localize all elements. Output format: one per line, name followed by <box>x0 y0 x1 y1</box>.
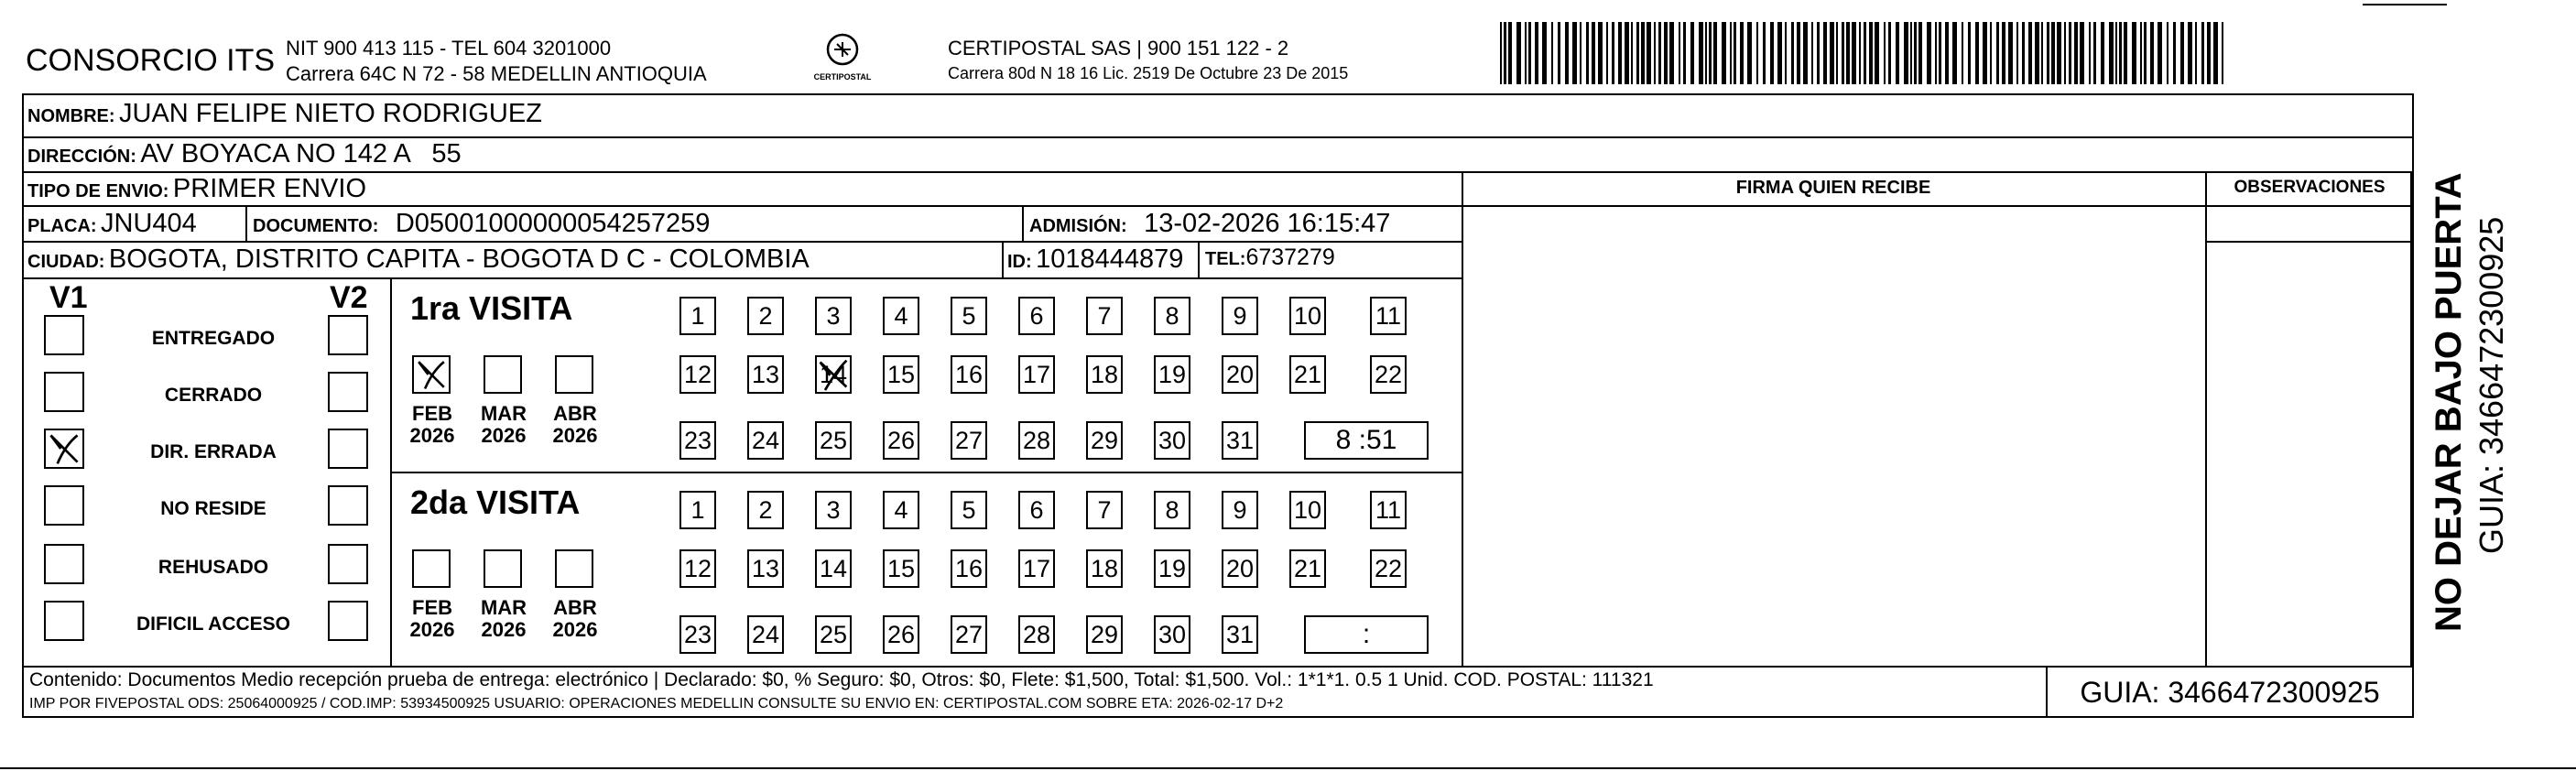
month-name: MAR <box>480 596 527 619</box>
month-label <box>476 597 531 641</box>
day-box[interactable]: 8 <box>1154 491 1190 529</box>
v1-header: V1 <box>49 280 88 315</box>
month-checkbox[interactable] <box>412 549 451 588</box>
barcode-bar <box>1631 22 1633 84</box>
company-nit: NIT 900 413 115 - TEL 604 3201000 <box>286 37 612 60</box>
barcode-bar <box>1730 22 1732 84</box>
day-box[interactable]: 23 <box>679 615 716 654</box>
tipo-label: TIPO DE ENVIO: <box>27 181 169 201</box>
barcode-bar <box>1910 22 1912 84</box>
courier-name: CERTIPOSTAL SAS | 900 151 122 - 2 <box>948 37 1289 60</box>
barcode-bar <box>2158 22 2162 84</box>
barcode-bar <box>2028 22 2032 84</box>
barcode-bar <box>1625 22 1629 84</box>
barcode-bar <box>1846 22 1850 84</box>
direccion-label: DIRECCIÓN: <box>27 147 136 167</box>
day-box[interactable]: 6 <box>1018 297 1055 335</box>
barcode-bar <box>2180 22 2184 84</box>
barcode-bar <box>1606 22 1608 84</box>
day-number: 14 <box>819 361 848 388</box>
barcode-bar <box>1836 22 1838 84</box>
barcode-bar <box>1508 22 1512 84</box>
day-box[interactable]: 28 <box>1018 615 1055 654</box>
barcode-bar <box>1864 22 1866 84</box>
barcode-bar <box>2132 22 2136 84</box>
barcode-bar <box>1565 22 1569 84</box>
barcode-bar <box>2047 22 2049 84</box>
barcode-bar <box>2140 22 2142 84</box>
ciudad-row <box>27 244 810 275</box>
month-name: ABR <box>553 596 597 619</box>
day-box[interactable]: 10 <box>1289 491 1326 529</box>
barcode-bar <box>1996 22 1999 84</box>
status-label: CERRADO <box>164 385 263 406</box>
v2-checkbox[interactable] <box>328 544 368 584</box>
v1-checkbox[interactable] <box>44 485 84 526</box>
day-box[interactable]: 14 <box>815 549 852 588</box>
barcode-bar <box>2093 22 2096 84</box>
month-year: 2026 <box>481 424 527 447</box>
day-box[interactable]: 19 <box>1154 355 1190 394</box>
v2-header: V2 <box>330 280 368 315</box>
barcode-bar <box>2041 22 2043 84</box>
day-box[interactable]: 6 <box>1018 491 1055 529</box>
barcode-bar <box>1542 22 1547 84</box>
month-name: ABR <box>553 402 597 425</box>
day-box[interactable]: 5 <box>951 297 987 335</box>
status-label: NO RESIDE <box>160 498 266 519</box>
day-box[interactable]: 3 <box>815 491 852 529</box>
barcode-bar <box>1983 22 1987 84</box>
barcode-bar <box>1525 22 1527 84</box>
tel-label: TEL: <box>1205 249 1246 269</box>
check-mark-icon <box>817 357 850 392</box>
barcode-bar <box>2016 22 2018 84</box>
nombre-value: JUAN FELIPE NIETO RODRIGUEZ <box>119 99 542 128</box>
month-year: 2026 <box>409 424 455 447</box>
barcode-bar <box>1618 22 1622 84</box>
barcode-bar <box>1904 22 1908 84</box>
barcode-bar <box>2144 22 2147 84</box>
status-label: DIFICIL ACCESO <box>136 614 290 635</box>
time-box[interactable]: : <box>1304 615 1429 654</box>
company-address: Carrera 64C N 72 - 58 MEDELLIN ANTIOQUIA <box>286 62 707 85</box>
barcode-bar <box>2173 22 2176 84</box>
barcode-bar <box>2109 22 2114 84</box>
day-box[interactable]: 25 <box>815 421 852 460</box>
day-box[interactable]: 11 <box>1370 297 1407 335</box>
day-box[interactable]: 30 <box>1154 421 1190 460</box>
barcode-bar <box>1888 22 1891 84</box>
barcode-bar <box>1968 22 1971 84</box>
barcode-bar <box>1528 22 1531 84</box>
tipo-value: PRIMER ENVIO <box>172 174 367 203</box>
time-box[interactable]: 8 :51 <box>1304 421 1429 460</box>
certipostal-logo-text: CERTIPOSTAL <box>813 72 872 81</box>
v1-checkbox[interactable] <box>44 601 84 641</box>
barcode-bar <box>1500 22 1502 84</box>
contenido-text: Contenido: Documentos Medio recepción prueba de entrega: electrónico | Declarado: $0, % Seguro: $0, Otros: $0, Flete: $1,500, Total: $1,500. Vol.: 1*1*1. 0.5 1 Unid. COD. POSTAL: 111321 <box>29 669 1654 690</box>
day-box[interactable]: 22 <box>1370 355 1407 394</box>
day-box[interactable]: 26 <box>883 615 919 654</box>
barcode-bar <box>1914 22 1917 84</box>
barcode-bar <box>1558 22 1560 84</box>
barcode-bar <box>1709 22 1712 84</box>
barcode-bar <box>1852 22 1856 84</box>
admision-value: 13-02-2026 16:15:47 <box>1144 209 1391 238</box>
day-box[interactable]: 18 <box>1086 355 1123 394</box>
day-box[interactable]: 17 <box>1018 355 1055 394</box>
day-box[interactable]: 16 <box>951 355 987 394</box>
day-box[interactable] <box>815 355 852 394</box>
status-label: ENTREGADO <box>151 328 276 349</box>
barcode-bar <box>1962 22 1963 84</box>
id-row <box>1007 244 1183 275</box>
barcode-bar <box>1990 22 1992 84</box>
day-box[interactable]: 7 <box>1086 491 1123 529</box>
barcode-bar <box>2101 22 2104 84</box>
day-box[interactable]: 20 <box>1222 549 1258 588</box>
status-label: DIR. ERRADA <box>150 441 277 462</box>
day-box[interactable]: 1 <box>679 297 716 335</box>
barcode-bar <box>1654 22 1656 84</box>
barcode-bar <box>1647 22 1651 84</box>
barcode-bar <box>2057 22 2061 84</box>
barcode-bar <box>2002 22 2005 84</box>
barcode-bar <box>1679 22 1680 84</box>
observaciones-header: OBSERVACIONES <box>2234 178 2386 197</box>
v2-checkbox[interactable] <box>328 315 368 355</box>
day-box[interactable]: 27 <box>951 421 987 460</box>
month-name: FEB <box>412 402 452 425</box>
barcode-bar <box>1935 22 1937 84</box>
barcode-bar <box>1535 22 1538 84</box>
day-box[interactable]: 29 <box>1086 421 1123 460</box>
day-box[interactable]: 3 <box>815 297 852 335</box>
day-box[interactable]: 10 <box>1289 297 1326 335</box>
barcode-bar <box>1777 22 1782 84</box>
barcode-bar <box>1797 22 1800 84</box>
v1-checkbox[interactable] <box>44 429 84 469</box>
barcode-bar <box>1859 22 1861 84</box>
day-box[interactable]: 2 <box>747 491 784 529</box>
barcode-bar <box>1612 22 1614 84</box>
direccion-row <box>27 139 462 169</box>
day-box[interactable]: 24 <box>747 615 784 654</box>
check-mark-icon <box>414 357 449 392</box>
barcode-bar <box>1884 22 1886 84</box>
month-name: FEB <box>412 596 452 619</box>
barcode-bar <box>1551 22 1553 84</box>
day-box[interactable]: 11 <box>1370 491 1407 529</box>
barcode-bar <box>1713 22 1717 84</box>
barcode-bar <box>1586 22 1589 84</box>
month-label <box>548 597 603 641</box>
barcode-bar <box>1504 22 1506 84</box>
v2-checkbox[interactable] <box>328 372 368 412</box>
check-mark-icon <box>46 430 82 467</box>
barcode-bar <box>2201 22 2204 84</box>
day-box[interactable]: 5 <box>951 491 987 529</box>
certipostal-logo <box>806 31 879 86</box>
day-box[interactable]: 28 <box>1018 421 1055 460</box>
barcode-bar <box>1869 22 1873 84</box>
barcode-bar <box>2222 22 2223 84</box>
barcode-bar <box>2069 22 2071 84</box>
day-box[interactable]: 26 <box>883 421 919 460</box>
barcode-bar <box>1927 22 1931 84</box>
month-year: 2026 <box>409 618 455 641</box>
tel-value: 6737279 <box>1245 244 1335 270</box>
id-value: 1018444879 <box>1036 244 1184 274</box>
visit-title: 1ra VISITA <box>410 289 573 327</box>
barcode-bar <box>2022 22 2025 84</box>
placa-row <box>27 209 197 239</box>
barcode-bar <box>1669 22 1674 84</box>
barcode-bar <box>2119 22 2122 84</box>
barcode-bar <box>1791 22 1794 84</box>
tipo-row <box>27 174 366 204</box>
nombre-label: NOMBRE: <box>27 106 115 126</box>
barcode-bar <box>1664 22 1668 84</box>
day-box[interactable]: 1 <box>679 491 716 529</box>
barcode-bar <box>1785 22 1787 84</box>
day-box[interactable]: 8 <box>1154 297 1190 335</box>
barcode-bar <box>2195 22 2197 84</box>
barcode-bar <box>1740 22 1744 84</box>
barcode-bar <box>1830 22 1834 84</box>
nombre-row <box>27 99 542 129</box>
month-checkbox[interactable] <box>412 355 451 394</box>
admision-row <box>1029 209 1390 239</box>
placa-value: JNU404 <box>101 209 197 238</box>
barcode-bar <box>2167 22 2168 84</box>
day-box[interactable]: 7 <box>1086 297 1123 335</box>
day-box[interactable]: 13 <box>747 549 784 588</box>
documento-label: DOCUMENTO: <box>253 216 379 236</box>
barcode-bar <box>1770 22 1774 84</box>
month-checkbox[interactable] <box>555 549 593 588</box>
barcode-bar <box>2188 22 2192 84</box>
barcode-bar <box>1699 22 1703 84</box>
barcode-bar <box>2064 22 2066 84</box>
barcode-bar <box>1683 22 1686 84</box>
barcode-bar <box>1896 22 1899 84</box>
v1-checkbox[interactable] <box>44 315 84 355</box>
barcode-bar <box>2035 22 2039 84</box>
month-checkbox[interactable] <box>484 549 522 588</box>
ciudad-value: BOGOTA, DISTRITO CAPITA - BOGOTA D C - COLOMBIA <box>108 244 810 274</box>
month-name: MAR <box>480 402 527 425</box>
month-checkbox[interactable] <box>484 355 522 394</box>
barcode-bar <box>1823 22 1827 84</box>
day-box[interactable]: 27 <box>951 615 987 654</box>
day-box[interactable]: 30 <box>1154 615 1190 654</box>
tel-row <box>1205 244 1335 271</box>
side-warning: NO DEJAR BAJO PUERTA <box>2429 172 2469 632</box>
month-label <box>405 597 460 641</box>
day-box[interactable]: 12 <box>679 549 716 588</box>
v2-checkbox[interactable] <box>328 485 368 526</box>
day-box[interactable]: 18 <box>1086 549 1123 588</box>
ciudad-label: CIUDAD: <box>27 252 105 272</box>
certipostal-logo-icon <box>824 31 861 68</box>
barcode-bar <box>1641 22 1645 84</box>
barcode-bar <box>2150 22 2154 84</box>
barcode-bar <box>1580 22 1581 84</box>
barcode-bar <box>1516 22 1521 84</box>
barcode-bar <box>2089 22 2091 84</box>
v2-checkbox[interactable] <box>328 601 368 641</box>
day-box[interactable]: 31 <box>1222 421 1258 460</box>
day-box[interactable]: 17 <box>1018 549 1055 588</box>
day-box[interactable]: 15 <box>883 549 919 588</box>
barcode <box>1498 22 2231 84</box>
barcode-bar <box>2213 22 2218 84</box>
barcode-bar <box>1842 22 1844 84</box>
day-box[interactable]: 21 <box>1289 549 1326 588</box>
day-box[interactable]: 12 <box>679 355 716 394</box>
barcode-bar <box>1734 22 1736 84</box>
v2-checkbox[interactable] <box>328 429 368 469</box>
footer-guia: GUIA: 3466472300925 <box>2080 676 2380 709</box>
month-label <box>405 403 460 447</box>
admision-label: ADMISIÓN: <box>1029 216 1127 236</box>
documento-row <box>253 209 710 239</box>
day-box[interactable]: 24 <box>747 421 784 460</box>
barcode-bar <box>1747 22 1752 84</box>
barcode-bar <box>1918 22 1922 84</box>
imp-text: IMP POR FIVEPOSTAL ODS: 25064000925 / COD.IMP: 53934500925 USUARIO: OPERACIONES MEDELLIN CONSULTE SU ENVIO EN: CERTIPOSTAL.COM SOBRE ETA: 2026-02-17 D+2 <box>29 696 1284 711</box>
day-box[interactable]: 4 <box>883 297 919 335</box>
month-checkbox[interactable] <box>555 355 593 394</box>
barcode-bar <box>1598 22 1603 84</box>
month-label <box>548 403 603 447</box>
day-box[interactable]: 22 <box>1370 549 1407 588</box>
barcode-bar <box>2115 22 2117 84</box>
barcode-bar <box>1756 22 1758 84</box>
barcode-bar <box>1875 22 1879 84</box>
barcode-bar <box>2207 22 2211 84</box>
barcode-bar <box>2124 22 2127 84</box>
day-box[interactable]: 21 <box>1289 355 1326 394</box>
firma-header: FIRMA QUIEN RECIBE <box>1735 178 1931 198</box>
day-box[interactable]: 16 <box>951 549 987 588</box>
barcode-bar <box>1572 22 1577 84</box>
day-box[interactable]: 25 <box>815 615 852 654</box>
barcode-bar <box>1817 22 1820 84</box>
v1-checkbox[interactable] <box>44 372 84 412</box>
day-box[interactable]: 9 <box>1222 297 1258 335</box>
documento-value: D05001000000054257259 <box>395 209 711 238</box>
month-year: 2026 <box>552 618 598 641</box>
barcode-bar <box>2051 22 2055 84</box>
company-name: CONSORCIO ITS <box>26 43 276 78</box>
month-year: 2026 <box>481 618 527 641</box>
barcode-bar <box>1705 22 1707 84</box>
barcode-bar <box>1975 22 1979 84</box>
courier-address: Carrera 80d N 18 16 Lic. 2519 De Octubre 23 De 2015 <box>948 64 1349 82</box>
day-box[interactable]: 20 <box>1222 355 1258 394</box>
visit-title: 2da VISITA <box>410 483 581 521</box>
barcode-bar <box>2008 22 2013 84</box>
day-box[interactable]: 19 <box>1154 549 1190 588</box>
barcode-bar <box>1722 22 1726 84</box>
day-box[interactable]: 4 <box>883 491 919 529</box>
day-box[interactable]: 9 <box>1222 491 1258 529</box>
barcode-bar <box>1939 22 1941 84</box>
placa-label: PLACA: <box>27 216 97 236</box>
status-label: REHUSADO <box>158 557 269 578</box>
barcode-bar <box>2074 22 2078 84</box>
side-guia: GUIA: 3466472300925 <box>2473 216 2510 554</box>
day-box[interactable]: 29 <box>1086 615 1123 654</box>
barcode-bar <box>1690 22 1694 84</box>
direccion-value: AV BOYACA NO 142 A 55 <box>140 139 462 168</box>
day-box[interactable]: 15 <box>883 355 919 394</box>
barcode-bar <box>1811 22 1813 84</box>
barcode-bar <box>1803 22 1808 84</box>
day-box[interactable]: 23 <box>679 421 716 460</box>
barcode-bar <box>1592 22 1595 84</box>
barcode-bar <box>1636 22 1639 84</box>
month-year: 2026 <box>552 424 598 447</box>
day-box[interactable]: 13 <box>747 355 784 394</box>
barcode-bar <box>1763 22 1766 84</box>
barcode-bar <box>1945 22 1949 84</box>
month-label <box>476 403 531 447</box>
barcode-bar <box>2080 22 2084 84</box>
day-box[interactable]: 2 <box>747 297 784 335</box>
id-label: ID: <box>1007 252 1032 272</box>
barcode-bar <box>1952 22 1957 84</box>
v1-checkbox[interactable] <box>44 544 84 584</box>
day-box[interactable]: 31 <box>1222 615 1258 654</box>
barcode-bar <box>1658 22 1661 84</box>
